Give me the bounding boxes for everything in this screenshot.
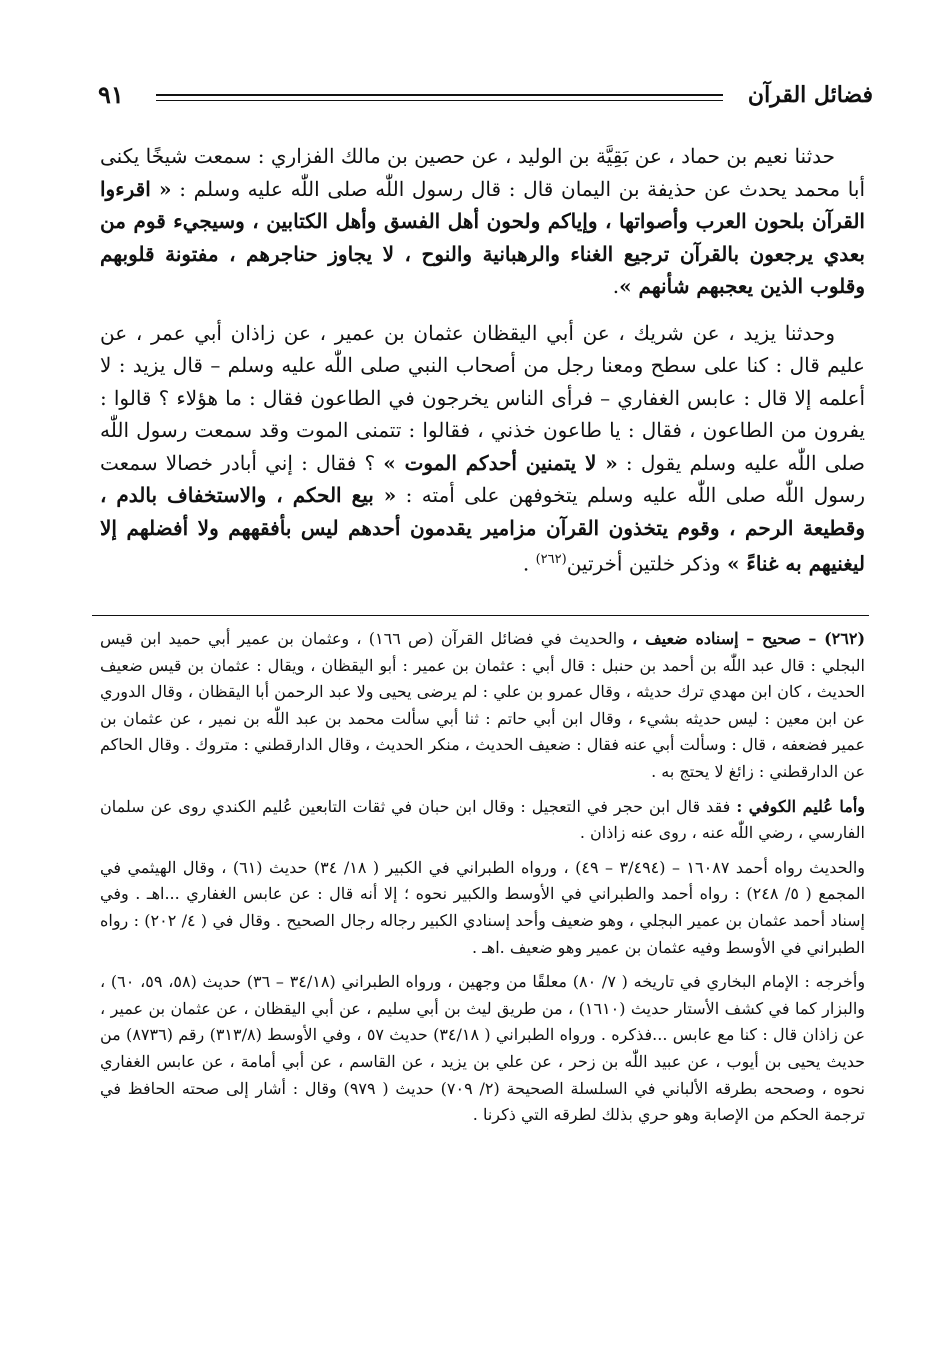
footnote-text: والحديث رواه أحمد ١٦٠٨٧ – (٣/٤٩٤ – ٤٩) ، ورواه الطبراني في الكبير ( ١٨/ ٣٤) حديث (٦١) ، وقال الهيثمي في المجمع ( ٥/ ٢٤٨) : رواه أحمد والطبراني في الأوسط والكبير نحوه ؛ إلا أنه قال : عن عابس الغفاري ...اهـ . وفي إسناد أحمد عثمان بن عمير البجلي ، وهو ضعيف وأحد إسنادي الكبير رجاله رجال الصحيح . وقال في ( ٤/ ٢٠٢) : رواه الطبراني في الأوسط وفيه عثمان بن عمير وهو ضعيف .اهـ . <box>100 857 866 957</box>
footnote-number: (٢٦٢) – <box>808 629 866 648</box>
footnote-reference: (٢٦٢) <box>535 552 567 567</box>
hadith-quote: « اقرءوا القرآن بلحون العرب وأصواتها ، وإياكم ولحون أهل الفسق وأهل الكتابين ، وسيجيء قوم من بعدي يرجعون بالقرآن ترجيع الغناء والرهبانية والنوح ، لا يجاوز حناجرهم ، مفتونة قلوبهم وقلوب الذين يعجبهم شأنهم » <box>100 176 865 298</box>
running-title: فضائل القرآن <box>747 82 873 108</box>
sentence-end: . <box>612 274 620 298</box>
hadith-quote: « بيع الحكم ، والاستخفاف بالدم ، وقطيعة الرحم ، وقوم يتخذون القرآن مزامير يقدمون أحدهم ليس بأفقههم ولا أفضلهم إلا ليغنيهم به غناءً » <box>100 483 866 576</box>
page-header <box>98 78 873 118</box>
footnote-text: وأخرجه : الإمام البخاري في تاريخه ( ٧/ ٨٠) معلقًا من وجهين ، ورواه الطبراني (٣٤/١٨ – ٣٦) حديث (٥٨، ٥٩، ٦٠) ، والبزار كما في كشف الأستار حديث (١٦١٠) ، من طريق ليث بن أبي سليم ، عن أبي اليقظان ، عن عثمان بن عمير ، عن زاذان قال : كنا مع عابس ...فذكره . ورواه الطبراني ( ٣٤/١٨) حديث ٥٧ ، وفي الأوسط (٣١٣/٨) رقم (٨٧٣٦) من حديث يحيى بن أيوب ، عن عبيد اللّٰه بن زحر ، عن علي بن يزيد ، عن القاسم ، عن أبي أمامة ، عن عابس الغفاري نحوه ، وصححه بطرقه الألباني في السلسلة الصحيحة (٢/ ٧٠٩) حديث ( ٩٧٩) وقال : أشار إلى صحته الحافظ في ترجمة الحكم من الإصابة وهو حري بذلك لطرقه التي ذكرنا . <box>100 972 866 1125</box>
header-rule <box>156 94 723 96</box>
narration-text: حدثنا نعيم بن حماد ، عن بَقِيَّة بن الوليد ، عن حصين بن مالك الفزاري : سمعت شيخًا يكنى أبا محمد يحدث عن حذيفة بن اليمان قال : قال رسول اللّٰه صلى اللّٰه عليه وسلم : <box>100 144 866 201</box>
main-text <box>100 140 865 594</box>
paragraph-2 <box>100 317 865 581</box>
footnote-4 <box>100 969 865 1129</box>
footnote-separator <box>92 615 869 616</box>
sentence-end: . <box>522 551 536 576</box>
hadith-grade: صحيح – إسناده ضعيف ، <box>632 629 802 648</box>
footnote-text: فقد قال ابن حجر في التعجيل : وقال ابن حبان في ثقات التابعين عُليم الكندي روى عن سلمان الفارسي ، رضي اللّٰه عنه ، روى عنه زاذان . <box>100 796 865 843</box>
narration-text: وحدثنا يزيد ، عن شريك ، عن أبي اليقظان عثمان بن عمير ، عن زاذان أبي عمر ، عن عليم قال : كنا على سطح ومعنا رجل من أصحاب النبي صلى اللّٰه عليه وسلم – قال يزيد : لا أعلمه إلا قال : عابس الغفاري – فرأى الناس يخرجون في الطاعون فقال : ما هؤلاء ؟ قالوا : يفرون من الطاعون ، فقال : يا طاعون خذني ، فقالوا : تتمنى الموت وقد سمعت رسول اللّٰه صلى اللّٰه عليه وسلم يقول : <box>100 320 866 475</box>
footnote-2 <box>100 794 865 847</box>
footnotes <box>100 626 865 1137</box>
paragraph-1 <box>100 140 865 303</box>
hadith-quote: « لا يتمنين أحدكم الموت » <box>383 450 618 475</box>
header-rule-thin <box>156 100 723 101</box>
narration-text: ؟ فقال : إني أبادر خصالا سمعت رسول اللّٰه صلى اللّٰه عليه وسلم يتخوفهن على أمته : <box>100 450 865 507</box>
footnote-lead: وأما عُليم الكوفي : <box>736 796 865 816</box>
narration-text: وذكر خلتين أخرتين <box>566 551 727 576</box>
page-number: ٩١ <box>98 80 124 109</box>
footnote-3 <box>100 855 865 961</box>
footnote-text: والحديث في فضائل القرآن (ص ١٦٦) ، وعثمان بن عمير أبي حميد ابن قيس البجلي : قال عبد اللّٰه بن أحمد بن حنبل : قال أبي : عثمان بن عمير : أبو اليقظان ، ويقال : عثمان بن قيس ضعيف الحديث ، كان ابن مهدي ترك حديثه ، وقال عمرو بن علي : لم يرضى يحيى ولا عبد الرحمن أبا اليقظان ، وقال الدوري عن ابن معين : ليس حديثه بشيء ، وقال ابن أبي حاتم : ثنا أبي سألت محمد بن عبد اللّٰه بن نمير ، عن عثمان بن عمير فضعفه ، قال : وسألت أبي عنه فقال : ضعيف الحديث ، منكر الحديث ، وقال الدارقطني : متروك . وقال الحاكم عن الدارقطني : زائغ لا يحتج به . <box>100 629 865 781</box>
footnote-1 <box>100 626 865 786</box>
